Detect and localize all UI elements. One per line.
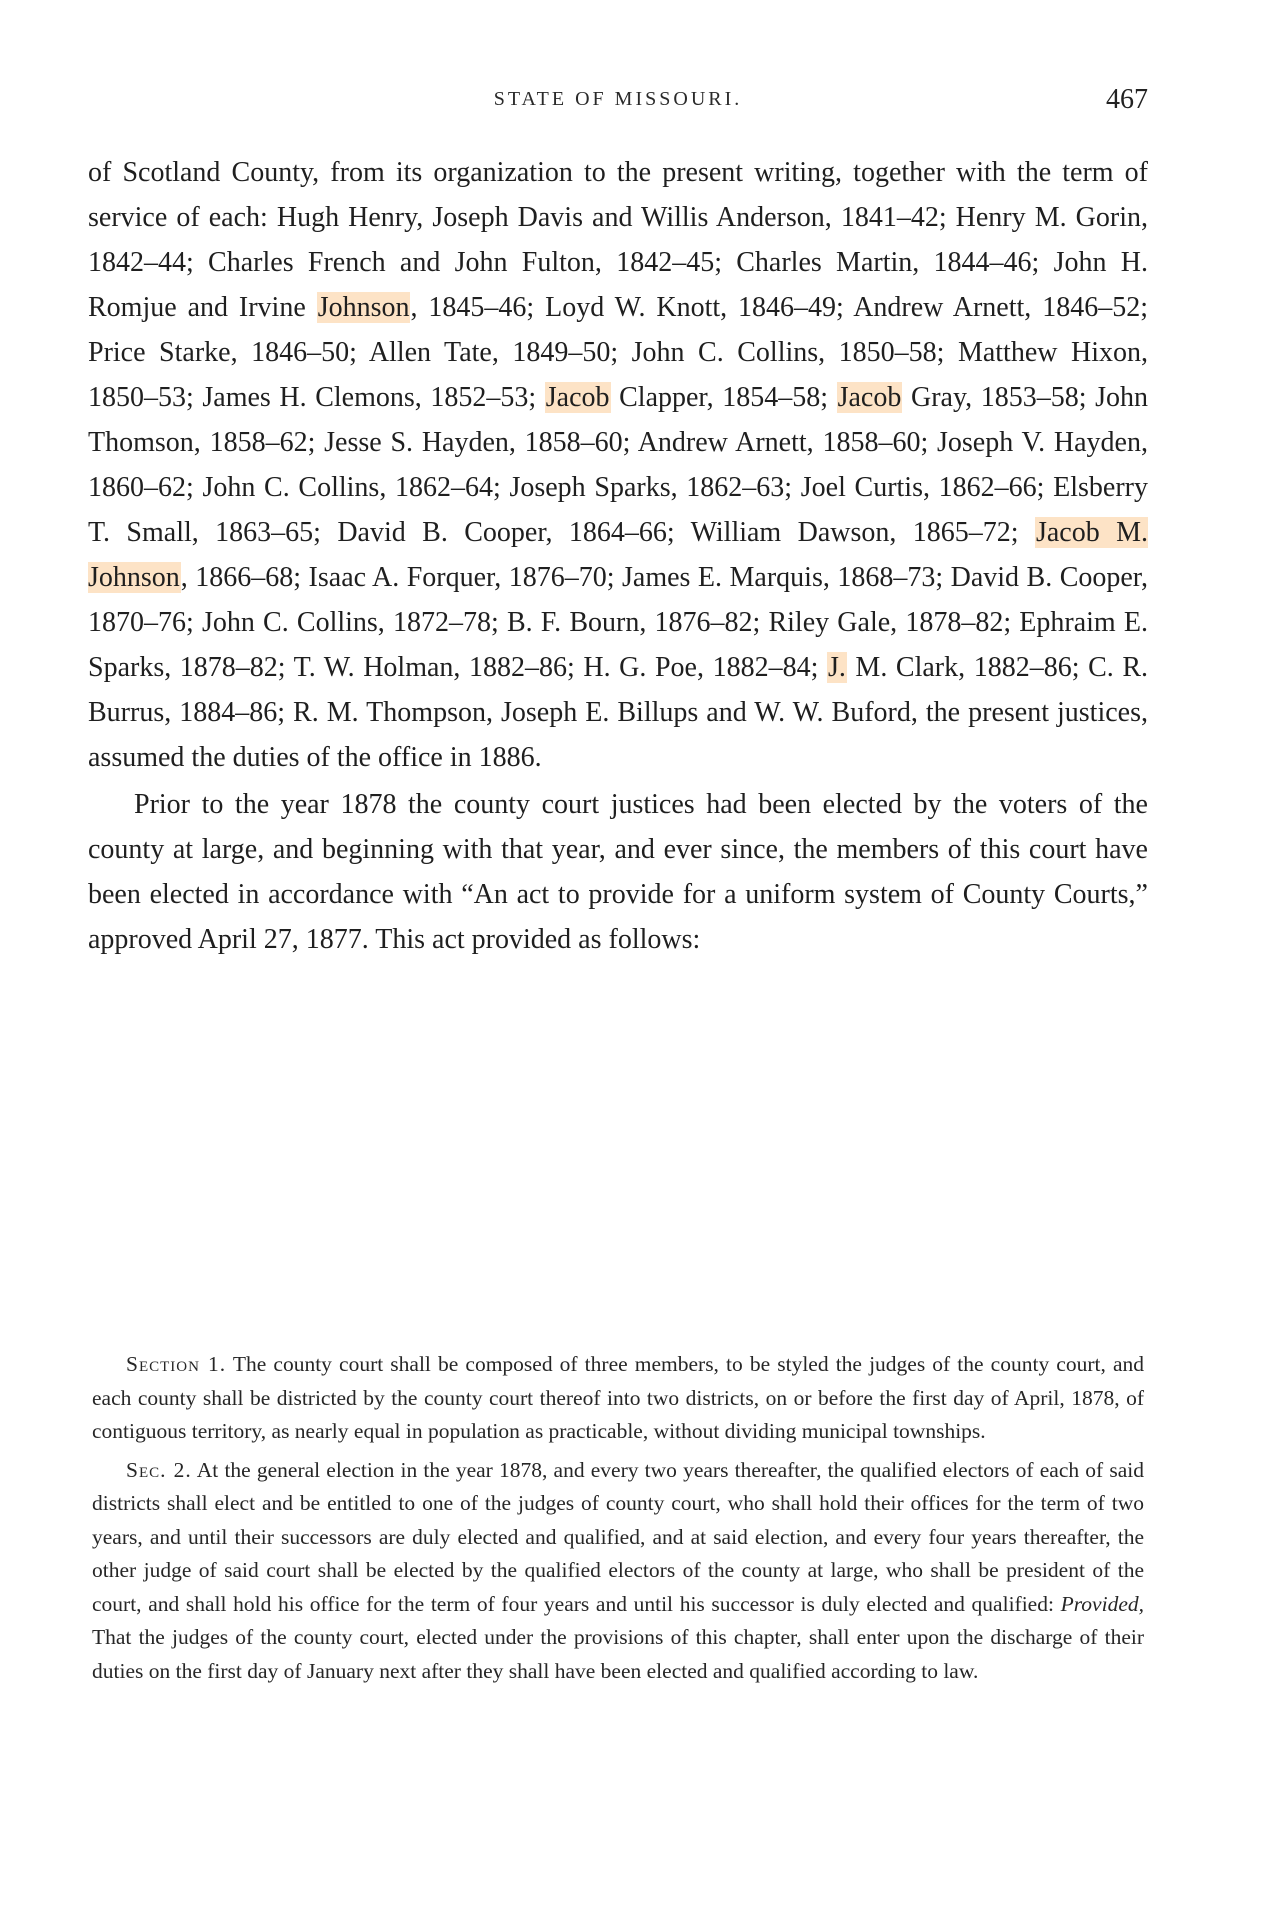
section-label: Section 1. — [126, 1352, 227, 1376]
search-highlight: Jacob — [545, 382, 610, 413]
body-text — [88, 150, 1148, 962]
running-title: STATE OF MISSOURI. — [493, 88, 743, 110]
text-run: , 1866–68; Isaac A. Forquer, 1876–70; James E. Marquis, 1868–73; David B. Cooper, 1870–76; John C. Collins, 1872–78; B. F. Bourn, 1876–82; Riley Gale, 1878–82; Ephraim E. Sparks, 1878–82; T. W. Holman, 1882–86; H. G. Poe, 1882–84; — [88, 562, 1148, 683]
running-head — [88, 84, 1148, 124]
section-label: Sec. 2. — [126, 1457, 192, 1482]
county-court-history-paragraph: Prior to the year 1878 the county court justices had been elected by the voters of the county at large, and beginning with that year, and ever since, the members of this court have been elected in accordance with “An act to provide for a uniform system of County Courts,” approved April 27, 1877. This act provided as follows: — [88, 789, 1148, 955]
text-run: Gray, 1853–58; John Thomson, 1858–62; Jesse S. Hayden, 1858–60; Andrew Arnett, 1858–60; Joseph V. Hayden, 1860–62; John C. Collins, 1862–64; Joseph Sparks, 1862–63; Joel Curtis, 1862–66; Elsberry T. Small, 1863–65; David B. Cooper, 1864–66; William Dawson, 1865–72; — [88, 382, 1148, 548]
search-highlight: Jacob M. Johnson — [88, 517, 1148, 593]
statute-section-1 — [92, 1348, 1144, 1449]
search-highlight: Johnson — [317, 292, 410, 323]
text-run: Clapper, 1854–58; — [610, 382, 837, 413]
section-text: That the judges of the county court, elected under the provisions of this chapter, shall enter upon the discharge of their duties on the first day of January next after they shall have been elected and qualified according to law. — [92, 1625, 1144, 1683]
text-run: of Scotland County, from its organization to the present writing, together with the term of service of each: Hugh Henry, Joseph Davis and Willis Anderson, 1841–42; Henry M. Gorin, 1842–44; Charles French and John Fulton, 1842–45; Charles Martin, 1844–46; John H. Romjue and Irvine — [88, 157, 1148, 323]
search-highlight: J. — [827, 652, 846, 683]
section-text: The county court shall be composed of three members, to be styled the judges of the county court, and each county shall be districted by the county court thereof into two districts, on or before the first day of April, 1878, of contiguous territory, as nearly equal in population as practicable, without dividing municipal townships. — [92, 1352, 1144, 1443]
provided-clause: Provided, — [1060, 1591, 1144, 1616]
search-highlight: Jacob — [837, 382, 902, 413]
statute-quotation — [92, 1348, 1144, 1688]
text-run: , 1845–46; Loyd W. Knott, 1846–49; Andrew Arnett, 1846–52; Price Starke, 1846–50; Allen Tate, 1849–50; John C. Collins, 1850–58; Matthew Hixon, 1850–53; James H. Clemons, 1852–53; — [88, 292, 1148, 413]
text-run: M. Clark, 1882–86; C. R. Burrus, 1884–86; R. M. Thompson, Joseph E. Billups and W. W. Buford, the present justices, assumed the duties of the office in 1886. — [88, 652, 1149, 773]
justices-list-paragraph — [88, 150, 1148, 780]
page-number: 467 — [1106, 84, 1148, 115]
section-text: At the general election in the year 1878, and every two years thereafter, the qualified electors of each of said districts shall elect and be entitled to one of the judges of county court, who shall hold their offices for the term of two years, and until their successors are duly elected and qualified, and at said election, and every four years thereafter, the other judge of said court shall be elected by the qualified electors of the county at large, who shall be president of the court, and shall hold his office for the term of four years and until his successor is duly elected and qualified: — [92, 1457, 1145, 1616]
statute-section-2 — [92, 1454, 1144, 1689]
